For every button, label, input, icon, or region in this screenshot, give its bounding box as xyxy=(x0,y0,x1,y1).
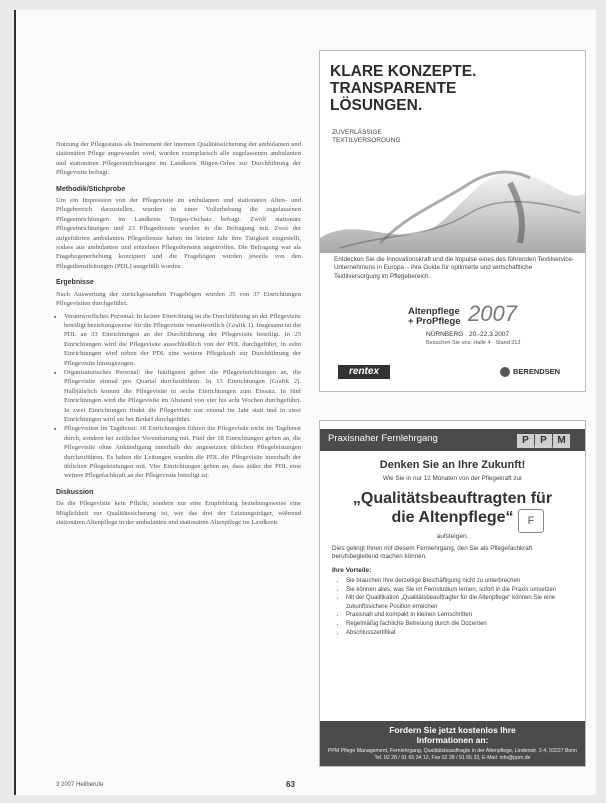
list-item: • Pflegevisiten im Tagdienst: 18 Einrichtungen führen die Pflegevisite nicht im Tagdienst durch, sondern bei zeitlicher Vereinbarung mit. Fünf der 18 Einrichtungen geben an, die Pflegevisite ohne Ankündigung innerhalb der angesetzten üblichen Pflegeleistungen durchzuführen. Es haben die Leitungen wurden die PDL die Pflegevisite innerhalb der üblichen Pflegeleistungen mit. Vier Einrichtungen geben an, dass außer der PDL eine weitere Pflegefachkraft an der Pflegevisite beteiligt ist. xyxy=(64,424,301,480)
benefits-title: Ihre Vorteile: xyxy=(332,567,372,574)
article-paragraph: Nach Auswertung der zurückgesandten Fragebögen wurden 35 von 37 Einrichtungen Pflegevisiten durchgeführt. xyxy=(56,290,301,308)
ad-big-title: „Qualitätsbeauftragten für die Altenpflege“ xyxy=(352,490,553,526)
fair-logo: Altenpflege + ProPflege 2007 NÜRNBERG · 20.-22.3.2007 Besuchen Sie uns: Halle 4 · Stand 313 xyxy=(408,301,521,346)
rentex-logo: rentex xyxy=(338,365,390,379)
ad-body-text: Entdecken Sie die Innovationskraft und die Impulse eines des führenden Textilservice-Unternehmens in Europa – ihre Guide für optimierte und wirtschaftliche Textilversorgung im Pflegebereich. xyxy=(334,256,575,280)
ad-headline: KLARE KONZEPTE. TRANSPARENTE LÖSUNGEN. xyxy=(330,63,477,114)
article-column xyxy=(56,140,301,530)
list-item: • Regelmäßig fachliche Betreuung durch die Dozenten xyxy=(346,620,578,629)
ad-subline: ZUVERLÄSSIGE TEXTILVERSORGUNG xyxy=(332,129,401,144)
page-number: 63 xyxy=(286,780,295,789)
berendsen-mark-icon xyxy=(500,367,510,377)
list-item: • Abschlusszertifikat xyxy=(346,629,578,638)
results-list xyxy=(56,312,301,481)
section-heading-results: Ergebnisse xyxy=(56,279,94,287)
ppm-logo: P P M AKADEMIE xyxy=(517,430,577,450)
article-paragraph: Nutzung der Pflegestatus als Instrument der internen Qualitätssicherung der ambulanten und stationären Pflege angewandet wird, wurden exemplarisch alle zugelassenen ambulanten und stationären Pflegeeinrichtungen im Landkreis Rügen-Orhre zur Durchführung der Pflegevisite befragt. xyxy=(56,141,301,177)
list-item: • Organisatorisches Personal: der häufigsten geben die Pflegeeinrichtungen an, die Pflegevisite einmal pro Quartal durchzuführen. In 13 Einrichtungen (Grafik 2). Halbjährlich kommt die Pflegevisite in sechs Einrichtungen zum Einsatz. In fünf Einrichtungen wird die Pflegevisite im Abstand von vier bis acht Wochen durchgeführt. In zwei Einrichtungen findet die Pflegevisite nur einmal im Jahr statt und in zwei Einrichtungen wird sie bei Bedarf durchgeführt. xyxy=(64,368,301,424)
issue-label: 3 2007 Heilberufe xyxy=(56,782,104,788)
textile-service-ad xyxy=(319,50,586,392)
ad-intro: Dies gelingt Ihnen mit diesem Fernlehrgang, den Sie als Pflegefachkraft berufsbegleitend machen können. xyxy=(332,545,533,560)
list-item: • Verantwortliches Personal: In keiner Einrichtung ist die Durchführung an der Pflegevisite beteiligt beziehungsweise für die Pflegevisite verantwortlich (Grafik 1). Insgesamt ist die PDL an 33 Einrichtungen an der Durchführung der Pflegevisite beteiligt. In 25 Einrichtungen wird die Pflegevisite ausschließlich von der PDL durchgeführt, in zehn Einrichtungen wird neben der PDL eine weitere Pflegekraft zur Durchführung der Pflegevisite hinzugezogen. xyxy=(64,312,301,368)
list-item: • Praxisnah und kompakt in kleinen Lernschritten xyxy=(346,611,578,620)
benefits-list xyxy=(338,577,578,637)
section-heading-method: Methodik/Stichprobe xyxy=(56,185,126,193)
sponsor-logos xyxy=(320,363,585,385)
fair-year: 2007 xyxy=(468,301,517,326)
section-heading-discussion: Diskussion xyxy=(56,488,94,496)
list-item: • Mit der Qualifikation „Qualitätsbeauftragter für die Altenpflege“ können Sie eine zukunftssichere Position erreichen xyxy=(346,594,578,611)
ad-headline: Denken Sie an Ihre Zukunft! xyxy=(379,459,526,471)
distance-learning-ad xyxy=(319,420,586,767)
list-item: • Sie können alles, was Sie im Fernstudium lernen, sofort in die Praxis umsetzen xyxy=(346,586,578,595)
article-paragraph: Um ein Impression von der Pflegevisite im ambulanten und stationären Alten- und Pflegebereich darzustellen, wurden in einer Vollerhebung die zugelassenen Pflegeeinrichtungen im Landkreis Torgau-Oschatz befragt. Zwölf stationäre Pflegeeinrichtungen und 23 Pflegedienste wurden in die Befragung mit. Zwei der aufgeführten ambulanten Pflegedienste haben im letzten Jahr ihre Tätigkeit eingestellt, sodass aus ambulanten und einzelnen Pflegediensten angetroffen. Die Befragung war als Fragebogenerhebung konzipiert und die Fragebögen wurden jeweils von den Pflegedienstleitungen (PDL) ausgefüllt worden. xyxy=(56,197,301,270)
ad-title-bar: Praxisnaher Fernlehrgang P P M AKADEMIE xyxy=(320,429,585,451)
berendsen-logo: BERENDSEN xyxy=(500,366,560,378)
magazine-page xyxy=(14,10,596,795)
fair-booth: Besuchen Sie uns: Halle 4 · Stand 313 xyxy=(426,340,521,346)
list-item: • Sie brauchen Ihre derzeitige Beschäftigung nicht zu unterbrechen xyxy=(346,577,578,586)
certificate-badge-icon: F xyxy=(518,509,544,533)
article-paragraph: Da die Pflegevisite kein Pflicht, sondern nur eine Empfehlung beziehungsweise eine Möglichkeit zur Qualitätssicherung ist, wie das drei der Leistungsträger, während stationären Altenpflege in der ambulanten und stationären Altenpflege im Landkreis xyxy=(56,500,301,527)
ad-subheadline: Wie Sie in nur 12 Monaten von der Pflegekraft zur xyxy=(382,475,523,482)
ad-contact-footer: Fordern Sie jetzt kostenlos Ihre Informationen an: PPM Pflege Management, Fernlehrgang, Qualitätsbeauftragte in der Altenpflege, Lindenstr. 2-4, 53227 Bonn Tel. 02 28 / 91 65 34 12, Fax 02 28 / 91 65 33, E-Mail: info@ppm.de xyxy=(320,721,585,766)
ad-aufsteigen: aufsteigen. xyxy=(436,533,469,540)
fair-city: NÜRNBERG · 20.-22.3.2007 xyxy=(426,331,510,338)
